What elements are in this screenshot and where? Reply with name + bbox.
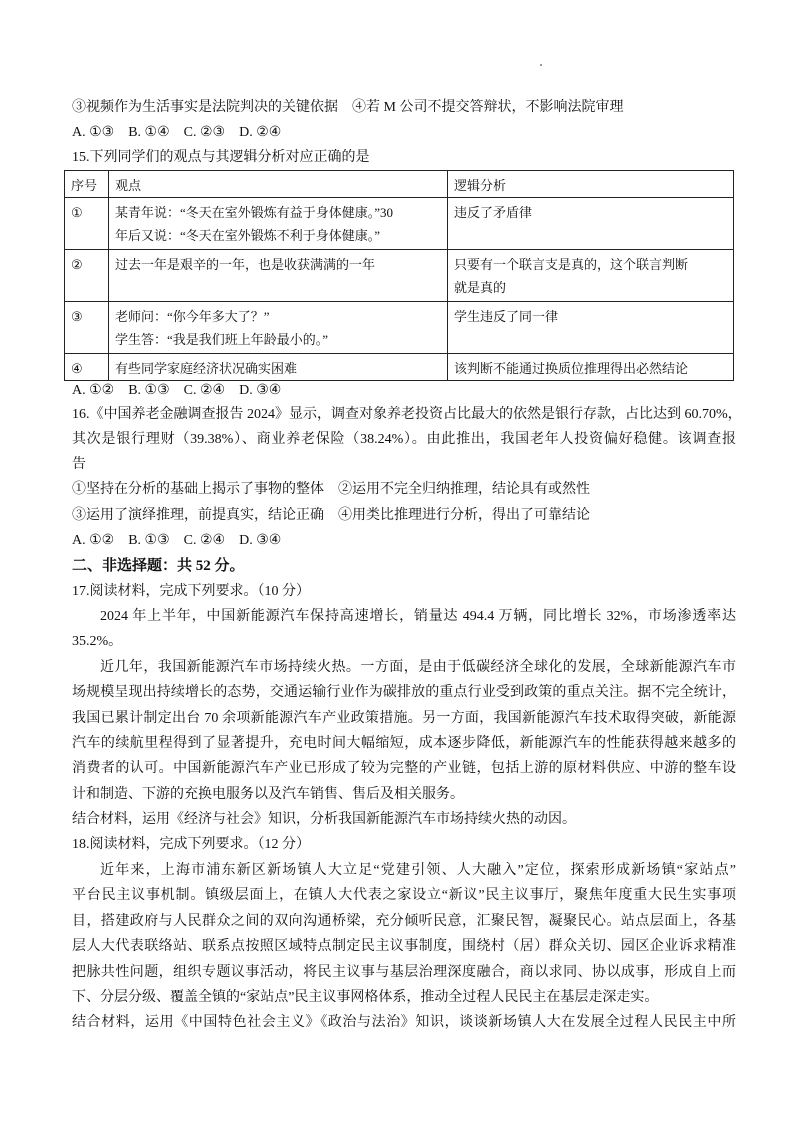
cell-line: 某青年说：“冬天在室外锻炼有益于身体健康。”30	[115, 205, 394, 220]
q17-para-line: 近几年，我国新能源汽车市场持续火热。一方面，是由于低碳经济全球化的发展，全球新能源汽车市	[100, 660, 736, 675]
q17-para-line: 35.2%。	[72, 634, 123, 649]
table-row	[65, 198, 734, 250]
cell-line: 该判断不能通过换质位推理得出必然结论	[454, 361, 689, 376]
q18-para-line: 把脉共性问题，组织专题议事活动，将民主议事与基层治理深度融合，商以求同、协以成事，形成自上而	[72, 965, 736, 980]
q15-table	[64, 170, 734, 381]
q16-option-line: ③运用了演绎推理，前提真实，结论正确 ④用类比推理进行分析，得出了可靠结论	[72, 508, 590, 523]
row-number: ④	[65, 354, 109, 381]
cell-line: 过去一年是艰辛的一年，也是收获满满的一年	[115, 257, 376, 272]
cell-line: 年后又说：“冬天在室外锻炼不利于身体健康。”	[115, 228, 381, 243]
q16-choices: A. ①② B. ①③ C. ②④ D. ③④	[72, 533, 282, 548]
row-view	[109, 198, 448, 250]
cell-line: 学生违反了同一律	[454, 309, 559, 324]
row-analysis	[448, 354, 734, 381]
q16-option-line: ①坚持在分析的基础上揭示了事物的整体 ②运用不完全归纳推理，结论具有或然性	[72, 482, 590, 497]
q17-para-line: 2024 年上半年，中国新能源汽车保持高速增长，销量达 494.4 万辆，同比增长 32%，市场渗透率达	[100, 609, 736, 624]
cell-line: 学生答：“我是我们班上年龄最小的。”	[115, 332, 329, 347]
table-header-row	[65, 171, 734, 198]
row-number: ③	[65, 302, 109, 354]
q15-choices: A. ①② B. ①③ C. ②④ D. ③④	[72, 383, 282, 398]
q16-stem-line: 其次是银行理财（39.38%）、商业养老保险（38.24%）。由此推出，我国老年人投资偏好稳健。该调查报	[72, 432, 736, 447]
row-analysis	[448, 198, 734, 250]
table-header: 逻辑分析	[448, 171, 734, 198]
q18-task: 结合材料，运用《中国特色社会主义》《政治与法治》知识，谈谈新场镇人大在发展全过程人民民主中所	[72, 1015, 736, 1030]
cell-line: 违反了矛盾律	[454, 205, 533, 220]
q18-para-line: 层人大代表联络站、联系点按照区域特点制定民主议事制度，围绕村（居）群众关切、园区企业诉求精准	[72, 939, 736, 954]
cell-line: 有些同学家庭经济状况确实困难	[115, 361, 298, 376]
table-row	[65, 302, 734, 354]
q17-para-line: 场规模呈现出持续增长的态势，交通运输行业作为碳排放的重点行业受到政策的重点关注。据不完全统计，	[72, 685, 736, 700]
table-row	[65, 354, 734, 381]
scan-speck	[540, 64, 542, 66]
q16-stem-line: 16.《中国养老金融调查报告 2024》显示，调查对象养老投资占比最大的依然是银行存款，占比达到 60.70%，	[72, 407, 742, 422]
table-header: 观点	[109, 171, 448, 198]
cell-line: 就是真的	[454, 280, 507, 295]
row-view	[109, 302, 448, 354]
cell-line: 老师问：“你今年多大了？”	[115, 309, 270, 324]
q17-para-line: 汽车的续航里程得到了显著提升，充电时间大幅缩短，成本逐步降低，新能源汽车的性能获得越来越多的	[72, 736, 736, 751]
q18-para-line: 平台民主议事机制。镇级层面上，在镇人大代表之家设立“新议”民主议事厅，聚焦年度重大民生实事项	[72, 888, 736, 903]
q14-choices: A. ①③ B. ①④ C. ②③ D. ②④	[72, 125, 282, 140]
q18-para-line: 下、分层分级、覆盖全镇的“家站点”民主议事网格体系，推动全过程人民民主在基层走深走实。	[72, 990, 659, 1005]
q17-task: 结合材料，运用《经济与社会》知识，分析我国新能源汽车市场持续火热的动因。	[72, 812, 576, 827]
q15-stem: 15.下列同学们的观点与其逻辑分析对应正确的是	[72, 150, 370, 165]
q17-stem: 17.阅读材料，完成下列要求。（10 分）	[72, 584, 310, 599]
table-row	[65, 250, 734, 302]
row-view	[109, 250, 448, 302]
q17-para-line: 我国已累计制定出台 70 余项新能源汽车产业政策措施。另一方面，我国新能源汽车技术取得突破，新能源	[72, 711, 736, 726]
cell-line: 只要有一个联言支是真的，这个联言判断	[454, 257, 689, 272]
section-heading: 二、非选择题：共 52 分。	[72, 558, 245, 574]
q18-para-line: 近年来，上海市浦东新区新场镇人大立足“党建引领、人大融入”定位，探索形成新场镇“家站点”	[100, 863, 736, 878]
q14-option-line: ③视频作为生活事实是法院判决的关键依据 ④若 M 公司不提交答辩状，不影响法院审理	[72, 100, 624, 115]
row-number: ①	[65, 198, 109, 250]
table-header: 序号	[65, 171, 109, 198]
row-analysis	[448, 250, 734, 302]
q17-para-line: 计和制造、下游的充换电服务以及汽车销售、售后及相关服务。	[72, 787, 464, 802]
row-analysis	[448, 302, 734, 354]
q16-stem-line: 告	[72, 457, 86, 472]
q18-para-line: 目，搭建政府与人民群众之间的双向沟通桥梁，充分倾听民意，汇聚民智，凝聚民心。站点层面上，各基	[72, 914, 736, 929]
row-number: ②	[65, 250, 109, 302]
q17-para-line: 消费者的认可。中国新能源汽车产业已形成了较为完整的产业链，包括上游的原材料供应、中游的整车设	[72, 761, 736, 776]
q18-stem: 18.阅读材料，完成下列要求。（12 分）	[72, 837, 310, 852]
row-view	[109, 354, 448, 381]
